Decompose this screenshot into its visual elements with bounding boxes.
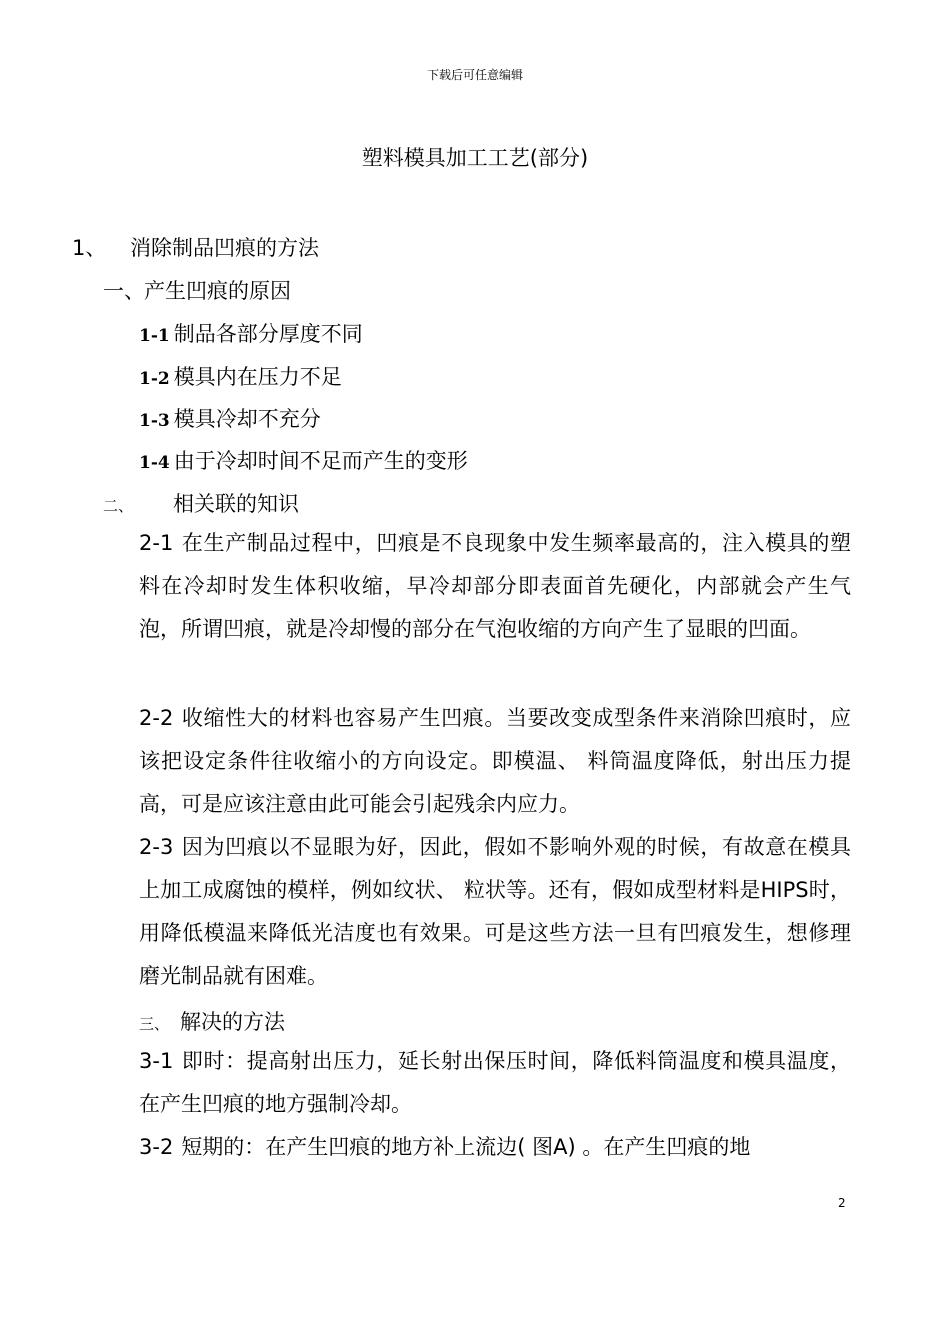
subsection-number: 二、 — [103, 497, 134, 515]
paragraph — [139, 697, 851, 826]
subsection-number: 一、 — [103, 279, 145, 303]
list-item — [139, 361, 342, 391]
item-text: 制品各部分厚度不同 — [173, 322, 363, 346]
item-text: 由于冷却时间不足而产生的变形 — [173, 449, 468, 473]
subsection-number: 三、 — [139, 1015, 170, 1033]
paragraph — [139, 1126, 851, 1169]
item-number: 1-3 — [139, 411, 170, 431]
section-number: 1、 — [72, 236, 107, 260]
paragraph-number: 2-2 — [139, 706, 174, 730]
subsection-heading-1 — [103, 275, 291, 305]
list-item — [139, 403, 321, 433]
item-text: 模具冷却不充分 — [173, 407, 321, 431]
document-title: 塑料模具加工工艺(部分) — [361, 146, 589, 170]
paragraph-number: 2-1 — [139, 531, 174, 555]
paragraph-number: 3-2 — [139, 1135, 174, 1159]
subsection-heading-3 — [139, 1006, 285, 1036]
subsection-title: 相关联的知识 — [173, 492, 299, 516]
section-title: 消除制品凹痕的方法 — [130, 236, 319, 260]
item-number: 1-2 — [139, 369, 170, 389]
paragraph — [139, 826, 851, 998]
subsection-heading-2 — [103, 488, 299, 518]
item-number: 1-1 — [139, 326, 170, 346]
paragraph-text: 收缩性大的材料也容易产生凹痕。当要改变成型条件来消除凹痕时，应该把设定条件往收缩小的方向设定。即模温、 料筒温度降低，射出压力提高，可是应该注意由此可能会引起残余内应力。 — [139, 706, 851, 816]
paragraph-number: 3-1 — [139, 1049, 174, 1073]
paragraph-text: 因为凹痕以不显眼为好，因此，假如不影响外观的时候，有故意在模具上加工成腐蚀的模样，例如纹状、 粒状等。还有，假如成型材料是HIPS时，用降低模温来降低光洁度也有效果。可是这些方法一旦有凹痕发生，想修理磨光制品就有困难。 — [139, 835, 851, 988]
section-heading-1 — [72, 232, 319, 262]
page-header: 下载后可任意编辑 — [426, 68, 523, 82]
item-number: 1-4 — [139, 453, 170, 473]
paragraph — [139, 1040, 851, 1126]
list-item — [139, 445, 468, 475]
list-item — [139, 318, 363, 348]
paragraph — [139, 522, 851, 651]
paragraph-number: 2-3 — [139, 835, 174, 859]
subsection-title: 产生凹痕的原因 — [144, 279, 291, 303]
subsection-title: 解决的方法 — [180, 1010, 285, 1034]
item-text: 模具内在压力不足 — [173, 365, 342, 389]
page-number: 2 — [838, 1196, 846, 1210]
paragraph-text: 在生产制品过程中，凹痕是不良现象中发生频率最高的，注入模具的塑料在冷却时发生体积收缩，早冷却部分即表面首先硬化，内部就会产生气泡，所谓凹痕，就是冷却慢的部分在气泡收缩的方向产生了显眼的凹面。 — [139, 531, 851, 641]
paragraph-text: 即时：提高射出压力，延长射出保压时间，降低料筒温度和模具温度，在产生凹痕的地方强制冷却。 — [139, 1049, 851, 1116]
paragraph-text: 短期的：在产生凹痕的地方补上流边( 图A) 。在产生凹痕的地 — [181, 1135, 751, 1159]
